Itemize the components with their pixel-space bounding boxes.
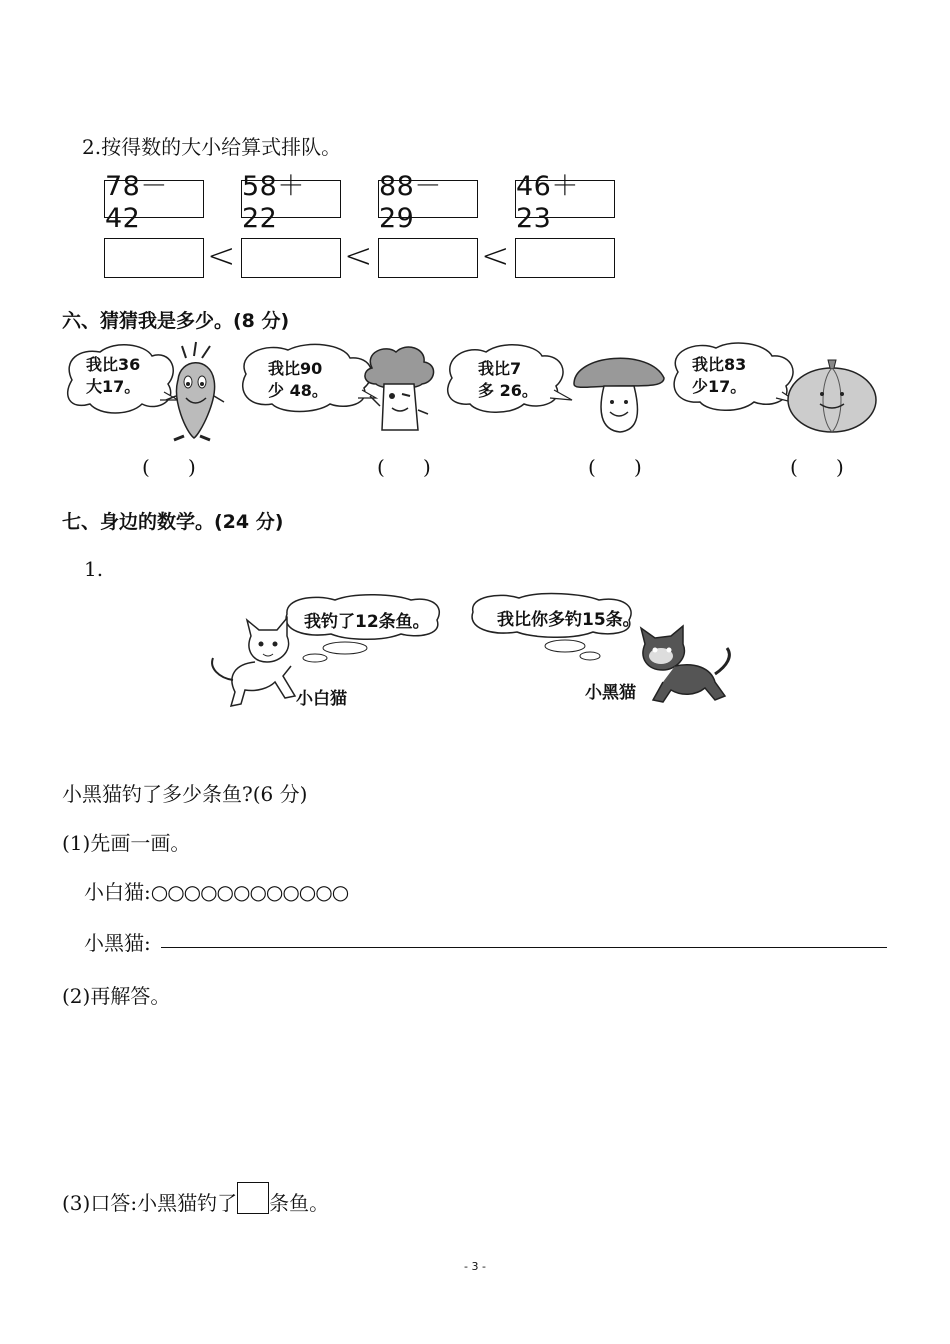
black-cat-row-label: 小黑猫: [84,931,151,955]
question-text: 小黑猫钓了多少条鱼?(6 分) [62,782,308,806]
page-number: - 3 - [464,1260,486,1273]
carrot-icon [166,342,224,440]
broccoli-icon [365,347,434,430]
answer-blank[interactable]: ( ) [588,455,642,479]
answer-square[interactable] [237,1182,269,1214]
expression-box: 78－42 [104,180,204,218]
answer-box[interactable] [515,238,615,278]
white-cat-bubble-text: 我钓了12条鱼。 [304,612,430,632]
answer-blank[interactable]: ( ) [142,455,196,479]
less-than-sign: < [344,236,373,276]
answer-blank[interactable]: ( ) [377,455,431,479]
black-cat-icon [641,626,729,702]
white-cat-row-label: 小白猫: [84,880,151,904]
white-cat-row [84,876,348,905]
mushroom-icon [574,358,664,432]
answer-box[interactable] [241,238,341,278]
circles-row: ○○○○○○○○○○○○ [150,880,349,904]
bubble-text-3: 我比7 多 26。 [478,359,538,400]
black-cat-label: 小黑猫 [585,683,636,703]
expression-box: 46＋23 [515,180,615,218]
cats-illustration [205,592,740,717]
black-cat-bubble-text: 我比你多钓15条。 [497,610,640,630]
step2-text: (2)再解答。 [62,984,171,1008]
step3-line [62,1182,329,1216]
guess-illustrations [60,340,880,450]
bubble-text-1: 我比36 大17。 [86,355,141,396]
white-cat-icon [212,618,295,706]
answer-box[interactable] [104,238,204,278]
bubble-text-2: 我比90 少 48。 [268,359,328,400]
step3-suffix: 条鱼。 [269,1191,330,1215]
section6-heading: 六、猜猜我是多少。(8 分) [62,310,290,332]
less-than-sign: < [207,236,236,276]
answer-box[interactable] [378,238,478,278]
bubble-text-4: 我比83 少17。 [692,355,747,396]
pumpkin-icon [788,360,876,432]
white-cat-label: 小白猫 [296,689,347,709]
expression-box: 58＋22 [241,180,341,218]
step3-prefix: (3)口答:小黑猫钓了 [62,1191,238,1215]
drawing-line[interactable] [161,947,887,948]
less-than-sign: < [481,236,510,276]
item-number: 1. [84,557,104,581]
expression-box: 88－29 [378,180,478,218]
q2-title: 2.按得数的大小给算式排队。 [82,135,342,159]
step1-text: (1)先画一画。 [62,831,191,855]
section7-heading: 七、身边的数学。(24 分) [62,511,284,533]
answer-blank[interactable]: ( ) [790,455,844,479]
